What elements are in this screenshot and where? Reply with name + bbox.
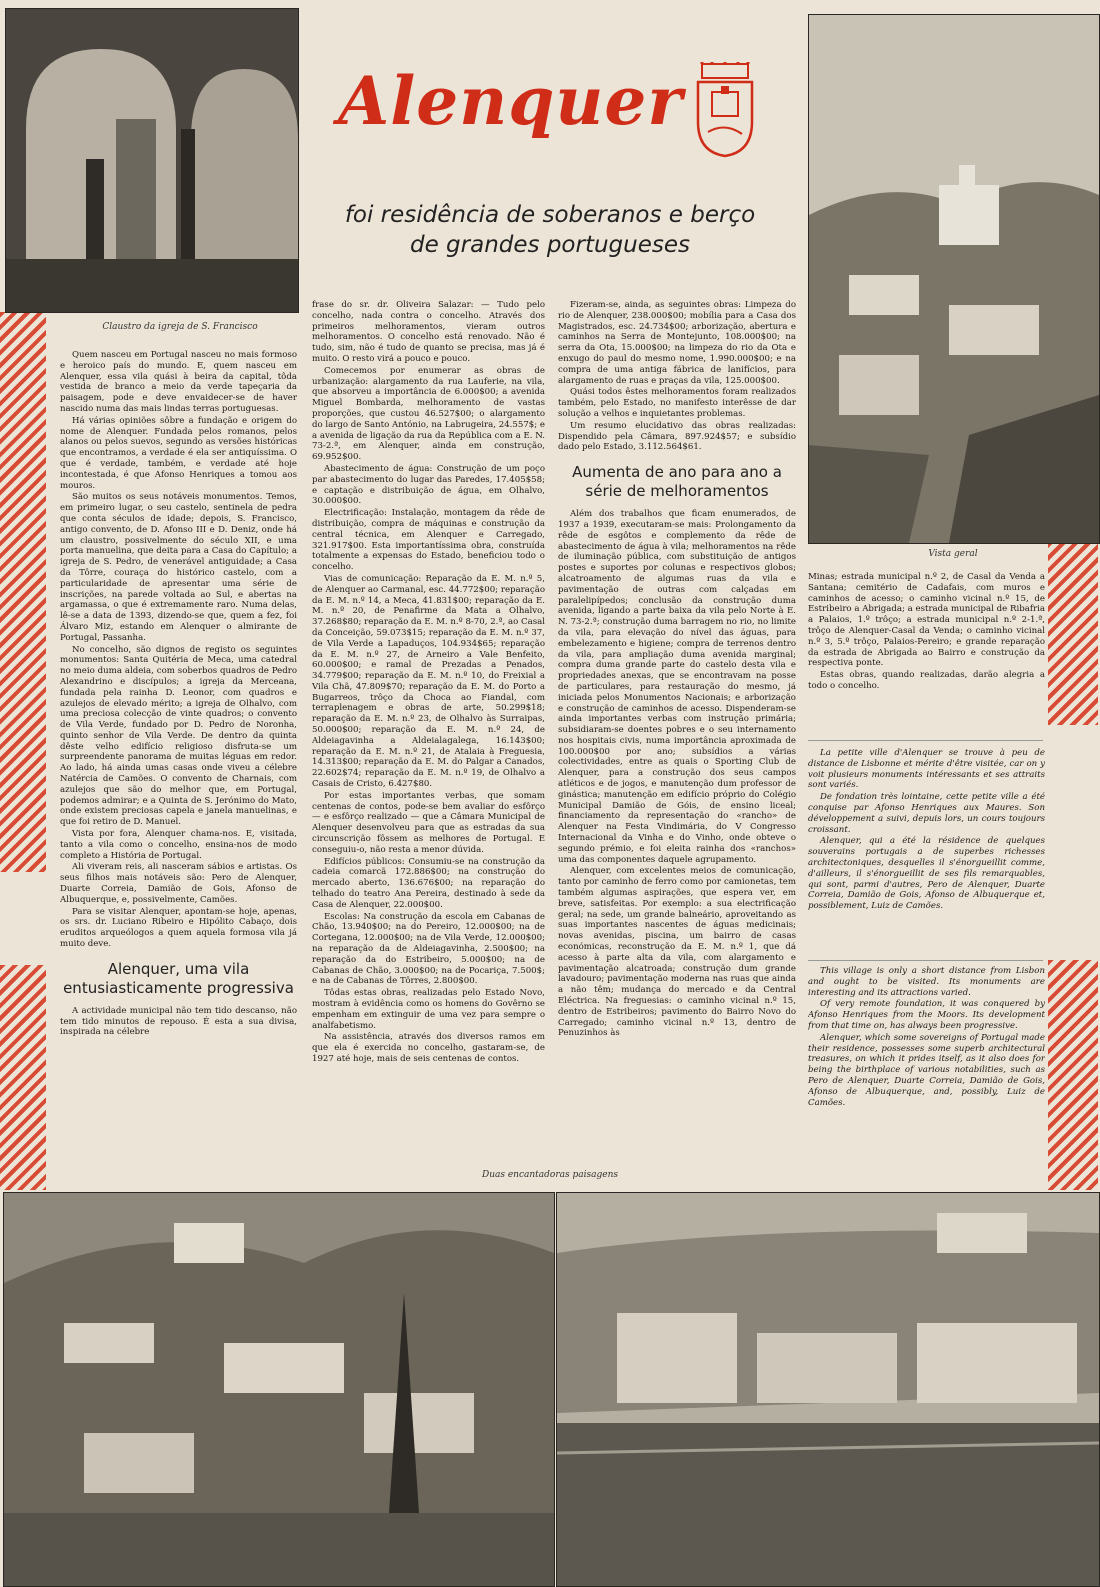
decorative-wave-strip-left-top bbox=[0, 312, 46, 872]
col1-paragraph: Vista por fora, Alenquer chama-nos. E, visitada, tanto a vila como o concelho, ensina-nos de modo completo a História de Portugal. bbox=[60, 829, 297, 861]
col1-paragraph: Para se visitar Alenquer, apontam-se hoje, apenas, os srs. dr. Luciano Ribeiro e Hipólito Cabaço, dois eruditos arqueólogos a quem aquela formosa vila já muito deve. bbox=[60, 906, 297, 950]
col2-paragraph: Comecemos por enumerar as obras de urbanização: alargamento da rua Lauferie, na vila, que absorveu a importância de 6.000$00; a avenida Miguel Bombarda, melhoramento de vastas proporções, que custou 46.527$00; o alargamento do largo de Santo António, na Labrugeira, 24.557$; e a avenida de ligação da rua da República com a E. N. 73-2.ª, em Alenquer, ainda em construção, 69.952$00. bbox=[312, 365, 545, 463]
col3-subheading: Aumenta de ano para ano a série de melhoramentos bbox=[572, 463, 782, 501]
col1-paragraph: Quem nasceu em Portugal nasceu no mais formoso e heroico país do mundo. E, quem nasceu em Alenquer, essa vila quási à beira da capital, tôda vestida de branco a meio da verde tapeçaria da paisagem, pode e deve envaidecer-se de haver nascido numa das mais lindas terras portuguesas. bbox=[60, 350, 297, 414]
english-paragraph: This village is only a short distance from Lisbon and ought to be visited. Its monuments are interesting and its attractions varied. bbox=[808, 966, 1045, 998]
col4-paragraph: Minas; estrada municipal n.º 2, de Casal da Venda a Santana; cemitério de Cadafais, com muros e caminhos de acesso; o caminho vicinal n.º 15, de Estribeiro a Abrigada; a estrada municipal de Ribafria a Palaios, 1.º trôço; a estrada municipal n.º 2-1.ª, trôço de Alenquer-Casal da Venda; o caminho vicinal n.º 3, 5.º trôço, Palaios-Pereiro; e grande reparação da estrada de Abrigada ao Bairro e construção da respectiva ponte. bbox=[808, 572, 1045, 669]
article-column-4 bbox=[808, 572, 1045, 732]
article-column-1 bbox=[60, 350, 297, 1120]
french-paragraph: La petite ville d'Alenquer se trouve à peu de distance de Lisbonne et mérite d'être visitée, car on y voit plusieurs monuments intéressants et ses attraits sont variés. bbox=[808, 748, 1045, 791]
decorative-wave-strip-right-bottom bbox=[1048, 960, 1098, 1190]
cloister-photo bbox=[5, 8, 299, 313]
decorative-wave-strip-right-mid bbox=[1048, 530, 1098, 725]
coat-of-arms-icon bbox=[694, 62, 756, 158]
subtitle-line-2: de grandes portugueses bbox=[410, 232, 690, 258]
subtitle-line-1: foi residência de soberanos e berço bbox=[344, 202, 756, 228]
col3-paragraph: Fizeram-se, ainda, as seguintes obras: Limpeza do rio de Alenquer, 238.000$00; mobília para a Casa dos Magistrados, esc. 24.734$00; arborização, abertura e caminhos na Serra de Montejunto, 108.000$00; na serra da Ota, 15.000$00; na limpeza do rio da Ota e enxugo do paul do mesmo nome, 1.990.000$00; e na compra de uma antiga fábrica de lanifícios, para alargamento de ruas e praças da vila, 125.000$00. bbox=[558, 300, 796, 386]
landscapes-caption: Duas encantadoras paisagens bbox=[482, 1170, 618, 1180]
divider-rule bbox=[808, 960, 1043, 961]
col1-paragraph: São muitos os seus notáveis monumentos. Temos, em primeiro lugar, o seu castelo, sentinela de pedra que conta séculos de idade; depois, S. Francisco, antigo convento, de D. Afonso III e D. Deniz, onde há um claustro, possivelmente do século XII, e uma porta manuelina, que deita para a Casa do Capítulo; a igreja de S. Pedro, de venerável antiguidade; a Casa da Tôrre, couraça do histórico castelo, com a particularidade de apresentar uma série de inscrições, na parede voltada ao Sul, e abertas na argamassa, o que é extremamente raro. Numa delas, lê-se a data de 1393, dizendo-se que, quem a fez, foi Álvaro Miz, estando em Alenquer o almirante de Portugal, Passanha. bbox=[60, 492, 297, 643]
col1-paragraph: No concelho, são dignos de registo os seguintes monumentos: Santa Quitéria de Meca, uma catedral no meio duma aldeia, com soberbos quadros de Pedro Alexandrino e discípulos; a igreja da Merceana, fundada pela rainha D. Leonor, com quadros e azulejos de elevado mérito; a igreja de Olhalvo, com uma preciosa colecção de vinte quadros; o convento de Vila Verde, fundado por D. Pedro de Noronha, quinto senhor de Vila Verde. De dentro da quinta dêste velho edifício religioso disfruta-se um surpreendente panorama de muitas léguas em redor. Ao lado, há ainda umas casas onde viveu a célebre Natércia de Camões. O convento de Charnais, com azulejos que são do melhor que, em Portugal, podemos admirar; e a Quinta de S. Jerónimo do Mato, onde existem preciosas capela e janela manuelinas, e que foi retiro de D. Manuel. bbox=[60, 644, 297, 828]
page-title: Alenquer bbox=[338, 62, 684, 140]
french-paragraph: De fondation très lointaine, cette petite ville a été conquise par Afonso Henriques aux Maures. Son développement a suivi, depuis lors, un cours toujours croissant. bbox=[808, 792, 1045, 835]
col3-paragraph: Alenquer, com excelentes meios de comunicação, tanto por caminho de ferro como por camionetas, tem também algumas aspirações, que espera ver, em breve, satisfeitas. Por exemplo: a sua electrificação geral; na sede, um grande balneário, aproveitando as suas importantes nascentes de águas medicinais; novas avenidas, piscina, um bairro de casas económicas, reconstrução da E. M. n.º 1, que dá acesso à parte alta da vila, com alargamento e pavimentação alcatroada; construção dum grande lavadouro; pavimentação moderna nas ruas que ainda a não têm; mudança do mercado e da Central Eléctrica. Na freguesias: o caminho vicinal n.º 15, dentro de Estribeiros; pavimento do Bairro Novo do Carregado; caminho vicinal n.º 13, dentro de Penuzinhos às bbox=[558, 866, 796, 1039]
col2-paragraph: Vias de comunicação: Reparação da E. M. n.º 5, de Alenquer ao Carmanal, esc. 44.772$00; reparação da E. M. n.º 14, a Meca, 41.831$00; reparação da E. M. n.º 20, de Penafirme da Mata a Olhalvo, 37.268$80; reparação da E. M. n.º 8-70, 2.ª, ao Casal da Conceição, 59.073$15; reparação da E. M. n.º 37, de Vila Verde a Lapaduços, 104.934$65; reparação da E. M. n.º 27, de Arneiro a Vale Benfeito, 60.000$00; e ramal de Prezadas a Penados, 34.779$00; reparação da E. M. n.º 10, do Freixial a Vila Chã, 47.809$70; reparação da E. M. do Porto a Bugarreos, trôço da Choca ao Fiandal, com terraplenagem e obras de arte, 50.299$18; reparação da E. M. n.º 23, de Olhalvo às Surraipas, 50.000$00; reparação da E. M. n.º 24, de Aldeiagavinha a Aldeialagalega, 16.143$00; reparação da E. M. n.º 21, de Atalaia à Freguesia, 14.313$00; reparação da E. M. do Palgar a Canados, 22.602$74; reparação da E. M. n.º 19, de Olhalvo a Casais de Cristo, 6.427$80. bbox=[312, 573, 545, 790]
english-paragraph: Alenquer, which some sovereigns of Portugal made their residence, possesses some superb architectural treasures, on which it prides itself, as it also does for being the birthplace of various notabilities, such as Pero de Alenquer, Duarte Correia, Damião de Gois, Afonso de Albuquerque, and, possibly, Luiz de Camões. bbox=[808, 1032, 1045, 1108]
article-column-3 bbox=[558, 300, 796, 1160]
english-summary bbox=[808, 966, 1045, 1166]
cloister-caption: Claustro da igreja de S. Francisco bbox=[102, 322, 258, 332]
col3-paragraph: Quási todos êstes melhoramentos foram realizados também, pelo Estado, no manifesto interêsse de dar solução a velhos e inquietantes problemas. bbox=[558, 387, 796, 419]
landscape-photo-right bbox=[556, 1192, 1100, 1587]
page-subtitle bbox=[300, 200, 800, 260]
col2-paragraph: Electrificação: Instalação, montagem da rêde de distribuição, compra de máquinas e construção da central técnica, em Alenquer e Carregado, 321.917$00. Esta importantíssima obra, construída totalmente a expensas do Estado, beneficiou todo o concelho. bbox=[312, 508, 545, 573]
col2-paragraph: Tôdas estas obras, realizadas pelo Estado Novo, mostram à evidência como os homens do Govêrno se empenham em extinguir de uma vez para sempre o analfabetismo. bbox=[312, 988, 545, 1031]
col2-paragraph: Escolas: Na construção da escola em Cabanas de Chão, 13.940$00; na do Pereiro, 12.000$00; na de Cortegana, 12.000$00; na de Vila Verde, 12.000$00; na reparação da de Aldeiagavinha, 2.500$00; na reparação da do Estribeiro, 5.000$00; na de Cabanas de Chão, 3.000$00; na de Pocariça, 7.500$; e na de Cabanas de Tôrres, 2.800$00. bbox=[312, 911, 545, 987]
col4-paragraph: Estas obras, quando realizadas, darão alegria a todo o concelho. bbox=[808, 670, 1045, 691]
col1-paragraph: Há várias opiniões sôbre a fundação e origem do nome de Alenquer. Fundada pelos romanos, pelos alanos ou pelos suevos, segundo as versões históricas que encontramos, a verdade é ela ser antiquíssima. O que é verdade, também, e verdade até hoje incontestada, é que Afonso Henriques a tomou aos mouros. bbox=[60, 415, 297, 491]
article-column-2 bbox=[312, 300, 545, 1160]
col1-subheading: Alenquer, uma vila entusiasticamente progressiva bbox=[63, 959, 294, 997]
french-summary bbox=[808, 748, 1045, 958]
english-paragraph: Of very remote foundation, it was conquered by Afonso Henriques from the Moors. Its development from that time on, has always been progressive. bbox=[808, 999, 1045, 1031]
col2-paragraph: Na assistência, através dos diversos ramos em que ela é exercida no concelho, gastaram-se, de 1927 até hoje, mais de seis centenas de contos. bbox=[312, 1032, 545, 1064]
col2-paragraph: Abastecimento de água: Construção de um poço par abastecimento do lugar das Paredes, 17.405$58; e captação e distribuição de água, em Olhalvo, 30.000$00. bbox=[312, 463, 545, 507]
col2-paragraph: frase do sr. dr. Oliveira Salazar: — Tudo pelo concelho, nada contra o concelho. Através dos primeiros melhoramentos, vieram outros melhoramentos. O concelho está renovado. Não é tudo, sim, não é tudo de quanto se precisa, mas já é muito. O resto virá a pouco e pouco. bbox=[312, 300, 545, 364]
col3-paragraph: Um resumo elucidativo das obras realizadas: Dispendido pela Câmara, 897.924$57; e subsídio dado pelo Estado, 3.112.564$61. bbox=[558, 420, 796, 453]
decorative-wave-strip-left-bottom bbox=[0, 965, 46, 1190]
french-paragraph: Alenquer, qui a été la résidence de quelques souverains portugais a de superbes richesses architectoniques, desquelles il s'énorgueillit comme, d'ailleurs, il s'énorgueillit de ses fils remarquables, qui sont, parmi d'autres, Pero de Alenquer, Duarte Correia, Damião de Gois, Afonso de Albuquerque et, possiblement, Luiz de Camões. bbox=[808, 836, 1045, 912]
general-view-photo bbox=[808, 14, 1100, 544]
col3-paragraph: Além dos trabalhos que ficam enumerados, de 1937 a 1939, executaram-se mais: Prolongamento da rêde de esgôtos e complemento da rêde de abastecimento de água à vila; melhoramentos na rêde de iluminação pública, com substituição de antigos postes e suportes por colunas e respectivos globos; alcatroamento de algumas ruas da vila e pavimentação de outras com calçadas em paralelipípedos; conclusão da construção duma avenida, ligando a parte baixa da vila pelo Norte à E. N. 73-2.ª; construção duma barragem no rio, no limite da vila, para elevação do nível das águas, para embelezamento e higiene; compra de terrenos dentro da vila, para ampliação duma avenida marginal; compra duma grande parte do castelo desta vila e propriedades anexas, que se encontravam na posse de particulares, para restauração do mesmo, já iniciada pelos Monumentos Nacionais; e arborização e construção de caminhos de acesso. Dispenderam-se ainda importantes verbas com instrução primária; subsidiaram-se doentes pobres e o seu internamento nos hospitais civis, numa importância aproximada de 100.000$00 por ano; subsídios a várias colectividades, entre as quais o Sporting Club de Alenquer, para a construção dos seus campos atléticos e de jogos, e manutenção dum professor de ginástica; manutenção em edifício próprio do Colégio Municipal Damião de Góis, de ensino liceal; financiamento da representação do «rancho» de Alenquer na Festa Vindimária, do V Congresso Internacional da Vinha e do Vinho, onde obteve o segundo prémio, e foi eleita rainha dos «ranchos» uma das componentes daquele agrupamento. bbox=[558, 509, 796, 865]
divider-rule bbox=[808, 740, 1043, 741]
col2-paragraph: Por estas importantes verbas, que somam centenas de contos, pode-se bem avaliar do esfôrço — e esfôrço realizado — que a Câmara Municipal de Alenquer desenvolveu para que as estradas da sua circunscrição fôssem as melhores de Portugal. E conseguiu-o, não resta a menor dúvida. bbox=[312, 790, 545, 855]
col2-paragraph: Edifícios públicos: Consumiu-se na construção da cadeia comarcã 172.886$00; na construção do mercado aberto, 136.676$00; na reparação do telhado do teatro Ana Pereira, destinado à sede da Casa de Alenquer, 22.000$00. bbox=[312, 856, 545, 910]
col1-paragraph: Ali viveram reis, ali nasceram sábios e artistas. Os seus filhos mais notáveis são: Pero de Alenquer, Duarte Correia, Damião de Gois, Afonso de Albuquerque, e, possivelmente, Camões. bbox=[60, 862, 297, 905]
col1-paragraph: A actividade municipal não tem tido descanso, não tem tido minutos de repouso. É esta a sua divisa, inspirada na célebre bbox=[60, 1005, 297, 1038]
general-view-caption: Vista geral bbox=[928, 549, 978, 559]
landscape-photo-left bbox=[3, 1192, 555, 1587]
